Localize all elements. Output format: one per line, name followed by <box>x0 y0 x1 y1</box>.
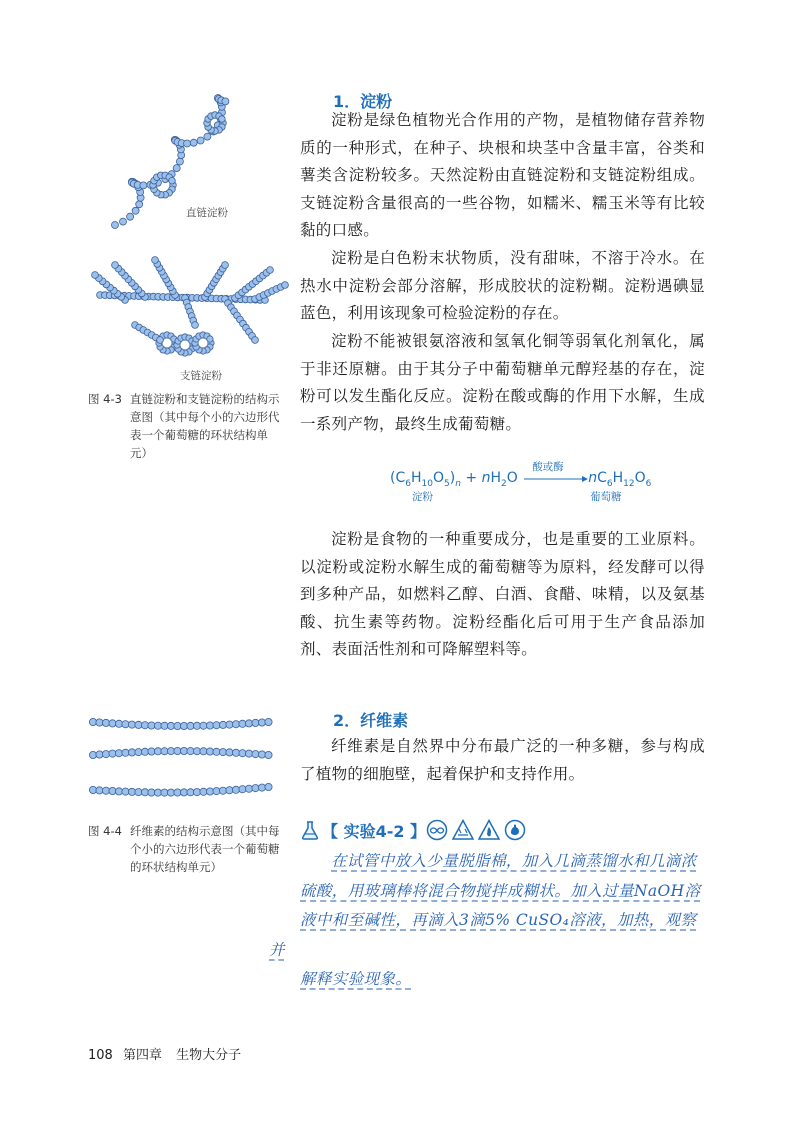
glucose-unit <box>184 140 191 147</box>
glucose-label: 葡萄糖 <box>590 491 622 503</box>
cellulose-structure-figure <box>85 710 275 805</box>
glucose-unit <box>122 721 129 728</box>
glucose-unit <box>173 165 180 172</box>
glucose-unit <box>258 784 265 791</box>
chapter-number: 第四章 <box>122 1048 162 1063</box>
glucose-unit <box>89 718 96 725</box>
glucose-unit <box>258 719 265 726</box>
glucose-unit <box>265 718 272 725</box>
glucose-unit <box>115 750 122 757</box>
page-footer <box>88 1044 241 1063</box>
experiment-line: 解释实验现象。 <box>300 970 412 988</box>
goggles-icon <box>426 819 448 841</box>
glucose-unit <box>245 785 252 792</box>
paragraph: 纤维素是自然界中分布最广泛的一种多糖，参与构成了植物的细胞壁，起着保护和支持作用。 <box>300 737 705 783</box>
figure-caption-text: 直链淀粉和支链淀粉的结构示意图（其中每个小的六边形代表一个葡萄糖的环状结构单元） <box>130 392 280 460</box>
glucose-unit <box>115 720 122 727</box>
figure-number: 图 4-4 <box>88 824 122 838</box>
glucose-unit <box>252 719 259 726</box>
glucose-unit <box>136 201 143 208</box>
glucose-unit <box>226 749 233 756</box>
experiment-line: 液中和至碱性，再滴入3滴5% CuSO₄溶液，加热，观察并 <box>269 911 697 959</box>
paragraph: 淀粉是白色粉末状物质，没有甜味，不溶于冷水。在热水中淀粉会部分溶解，形成胶状的淀粉糊。淀粉遇碘显蓝色，利用该现象可检验淀粉的存在。 <box>300 249 705 322</box>
glucose-unit <box>132 207 139 214</box>
glucose-unit <box>252 785 259 792</box>
glucose-unit <box>252 337 259 344</box>
flask-icon <box>300 820 320 840</box>
handwash-icon <box>504 819 526 841</box>
chapter-title: 生物大分子 <box>176 1048 242 1063</box>
glucose-unit <box>239 720 246 727</box>
glucose-unit <box>207 336 213 342</box>
glucose-unit <box>239 786 246 793</box>
experiment-title: 【 实验4-2 】 <box>322 822 427 841</box>
amylose-label: 直链淀粉 <box>186 207 228 219</box>
reaction-arrow <box>522 461 588 485</box>
paragraph: 淀粉是绿色植物光合作用的产物，是植物储存营养物质的一种形式，在种子、块根和块茎中含量丰富，谷类和薯类含淀粉较多。天然淀粉由直链淀粉和支链淀粉组成。支链淀粉含量很高的一些谷物，如糯米、糯玉米等有比较黏的口感。 <box>300 111 705 239</box>
glucose-unit <box>245 750 252 757</box>
glucose-unit <box>89 786 96 793</box>
glucose-unit <box>226 787 233 794</box>
paragraph: 淀粉不能被银氨溶液和氢氧化铜等弱氧化剂氧化，属于非还原糖。由于其分子中葡萄糖单元醇羟基的存在，淀粉可以发生酯化反应。淀粉在酸或酶的作用下水解，生成一系列产物，最终生成葡萄糖。 <box>300 332 705 433</box>
eq-lhs: $(C_6H_{10}O_5)_n$ <box>390 470 461 489</box>
glucose-unit <box>197 137 204 144</box>
section-title-cellulose: 2．纤维素 <box>333 711 409 730</box>
glucose-unit <box>122 749 129 756</box>
glucose-unit <box>152 257 159 264</box>
glucose-unit <box>252 751 259 758</box>
paragraph: 淀粉是食物的一种重要成分，也是重要的工业原料。以淀粉或淀粉水解生成的葡萄糖等为原料，经发酵可以得到多种产品，如燃料乙醇、白酒、食醋、味精，以及氨基酸、抗生素等药物。淀粉经酯化后可用于生产食品添加剂、表面活性剂和可降解塑料等。 <box>300 530 705 658</box>
starch-structure-figure <box>85 85 295 385</box>
glucose-unit <box>102 719 109 726</box>
figure-number: 图 4-3 <box>88 392 122 406</box>
experiment-procedure <box>269 847 705 995</box>
page-number: 108 <box>88 1048 113 1063</box>
glucose-unit <box>112 262 119 269</box>
glucose-unit <box>226 721 233 728</box>
glucose-unit <box>213 788 220 795</box>
glucose-unit <box>157 337 164 344</box>
experiment-line: 硫酸，用玻璃棒将混合物搅拌成糊状。加入过量NaOH溶 <box>300 881 701 900</box>
glucose-unit <box>176 158 183 165</box>
glucose-unit <box>109 720 116 727</box>
glucose-unit <box>219 116 226 123</box>
glucose-unit <box>204 133 211 140</box>
figure-caption-text: 纤维素的结构示意图（其中每个小的六边形代表一个葡萄糖的环状结构单元） <box>130 824 280 874</box>
experiment-line: 在试管中放入少量脱脂棉，加入几滴蒸馏水和几滴浓 <box>331 852 697 870</box>
glucose-unit <box>232 721 239 728</box>
glucose-unit <box>96 719 103 726</box>
glucose-unit <box>222 262 229 269</box>
hydrolysis-equation: $(C_6H_{10}O_5)_n + nH_2O$ 酸或酶 $nC_6H_{12}O_6$ 淀粉 葡萄糖 <box>390 461 652 503</box>
glucose-unit <box>239 750 246 757</box>
glucose-unit <box>102 751 109 758</box>
glucose-unit <box>222 98 229 105</box>
glucose-unit <box>232 786 239 793</box>
amylopectin-chain <box>92 257 289 357</box>
section-title-starch: 1．淀粉 <box>333 92 393 111</box>
glucose-unit <box>265 751 272 758</box>
amylopectin-label: 支链淀粉 <box>180 370 222 382</box>
glucose-unit <box>120 218 127 225</box>
corrosive-icon <box>452 819 474 841</box>
flame-icon <box>478 819 500 841</box>
glucose-unit <box>232 749 239 756</box>
glucose-unit <box>112 222 119 229</box>
glucose-unit <box>96 751 103 758</box>
glucose-unit <box>258 751 265 758</box>
reaction-condition: 酸或酶 <box>532 461 564 473</box>
glucose-unit <box>169 177 176 184</box>
glucose-unit <box>267 267 274 274</box>
glucose-unit <box>89 751 96 758</box>
glucose-unit <box>92 272 99 279</box>
glucose-unit <box>127 213 134 220</box>
glucose-unit <box>245 720 252 727</box>
glucose-unit <box>192 322 199 329</box>
glucose-unit <box>140 182 147 189</box>
glucose-unit <box>265 783 272 790</box>
glucose-unit <box>109 750 116 757</box>
glucose-unit <box>219 787 226 794</box>
glucose-unit <box>109 787 116 794</box>
glucose-unit <box>206 788 213 795</box>
starch-label: 淀粉 <box>412 491 433 503</box>
glucose-unit <box>190 139 197 146</box>
glucose-unit <box>282 282 289 289</box>
